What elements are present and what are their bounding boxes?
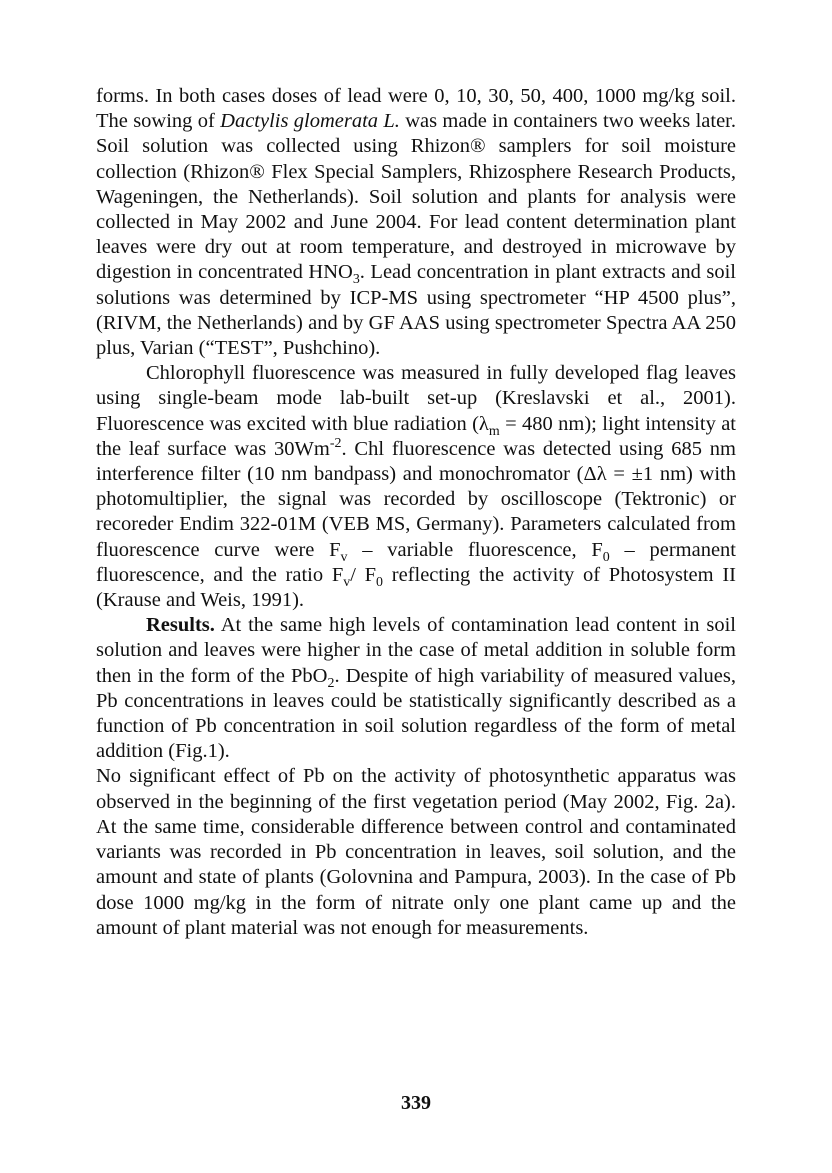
text-segment: 3 — [352, 272, 360, 288]
text-segment: v — [340, 549, 348, 565]
text-segment: = 480 nm); light intensity at the leaf surface was 30Wm — [96, 412, 736, 460]
text-segment: 0 — [376, 574, 384, 590]
text-segment: Dactylis glomerata L. — [220, 110, 400, 133]
paragraph-chlorophyll — [96, 361, 736, 613]
body-text — [96, 84, 736, 941]
text-segment: Chlorophyll fluorescence was measured in fully developed flag leaves using single-beam mode lab-built set-up (Kreslavski et al., 2001). Fluorescence was excited with blue radiation (λ — [96, 362, 736, 435]
text-segment: was made in containers two weeks later. Soil solution was collected using Rhizon® samplers for soil moisture collection (Rhizon® Flex Special Samplers, Rhizosphere Research Products, Wageningen, the Netherlands). Soil solution and plants for analysis were collected in May 2002 and June 2004. For lead content determination plant leaves were dry out at room temperature, and destroyed in microwave by digestion in concentrated HNO — [96, 110, 736, 284]
text-segment: – permanent fluorescence, and the ratio F — [96, 538, 736, 586]
text-segment: At the same high levels of contamination lead content in soil solution and leaves were higher in the case of metal addition in soluble form then in the form of the PbO — [96, 614, 736, 687]
text-segment: forms. In both cases doses of lead were 0, 10, 30, 50, 400, 1000 mg/kg soil. The sowing of — [96, 85, 736, 133]
text-segment: 2 — [327, 675, 335, 691]
text-segment: Results. — [146, 614, 215, 637]
text-segment: . Despite of high variability of measured values, Pb concentrations in leaves could be statistically significantly described as a function of Pb concentration in soil solution regardless of the form of metal addition (Fig.1). — [96, 664, 736, 763]
text-segment: -2 — [329, 436, 342, 452]
text-segment: . Chl fluorescence was detected using 685 nm interference filter (10 nm bandpass) and monochromator (Δλ = ±1 nm) with photomultiplier, the signal was recorded by oscilloscope (Tektronic) or recoreder Endim 322-01M (VEB MS, Germany). Parameters calculated from fluorescence curve were F — [96, 437, 736, 561]
text-segment: reflecting the activity of Photosystem II (Krause and Weis, 1991). — [96, 563, 736, 612]
paragraph-results — [96, 613, 736, 764]
text-segment: – variable fluorescence, F — [347, 538, 603, 561]
paragraph-methods-end — [96, 84, 736, 361]
text-segment: m — [488, 423, 500, 439]
page-number: 339 — [401, 1092, 431, 1114]
text-segment: No significant effect of Pb on the activity of photosynthetic apparatus was observed in the beginning of the first vegetation period (May 2002, Fig. 2a). At the same time, considerable difference between control and contaminated variants was recorded in Pb concentration in leaves, soil solution, and the amount and state of plants (Golovnina and Pampura, 2003). In the case of Pb dose 1000 mg/kg in the form of nitrate only one plant came up and the amount of plant material was not enough for measurements. — [96, 765, 736, 939]
text-segment: . Lead concentration in plant extracts and soil solutions was determined by ICP-MS using spectrometer “HP 4500 plus”, (RIVM, the Netherlands) and by GF AAS using spectrometer Spectra AA 250 plus, Varian (“TEST”, Pushchino). — [96, 261, 736, 360]
text-segment: / F — [350, 563, 377, 586]
text-segment: v — [343, 574, 351, 590]
paragraph-no-effect — [96, 764, 736, 940]
text-segment: 0 — [602, 549, 610, 565]
